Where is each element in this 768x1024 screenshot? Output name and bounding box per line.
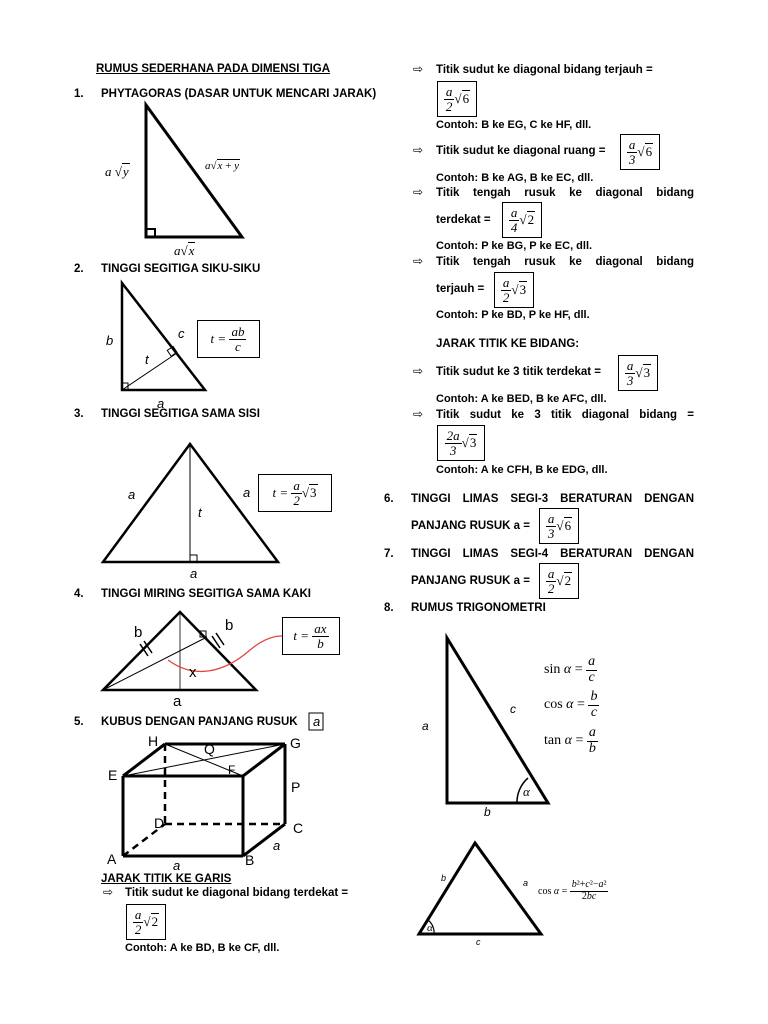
rusuk-label: a	[313, 714, 321, 729]
formula-d1: $\frac{a}{2}$ √2	[126, 904, 166, 940]
arrow-icon: ⇨	[413, 143, 424, 157]
cube-diagram	[123, 744, 285, 856]
edge-a-bottom: a	[173, 858, 181, 873]
heading-jarak-titik-ke-bidang: JARAK TITIK KE BIDANG:	[436, 338, 580, 350]
sin-formula: sin α = $\frac{a}{c}$	[544, 654, 596, 685]
vertex-G: G	[290, 735, 301, 751]
section-5-number: 5.	[74, 716, 84, 728]
formula-b2: $\frac{2a}{3}$ √3	[437, 425, 485, 461]
label-a-2: a	[157, 396, 165, 411]
item-3-text: Titik sudut ke diagonal ruang =	[436, 145, 606, 157]
arrow-icon: ⇨	[413, 407, 424, 421]
label-a: a	[105, 164, 112, 179]
section-4-title: TINGGI MIRING SEGITIGA SAMA KAKI	[101, 588, 311, 600]
pointer-curve	[168, 636, 282, 671]
label-a-hyp: a	[205, 160, 211, 172]
trig-label-b: b	[484, 805, 491, 819]
item-4-cont: terdekat =	[436, 214, 491, 226]
label-a-3l: a	[128, 487, 136, 502]
section-3-title: TINGGI SEGITIGA SAMA SISI	[101, 408, 260, 420]
bidang-item-2-text: Titik sudut ke 3 titik diagonal bidang =	[436, 409, 694, 421]
label-a-base: a	[174, 243, 181, 258]
formula-d4: $\frac{a}{4}$ √2	[502, 202, 542, 238]
section-6-title: TINGGI LIMAS SEGI-3 BERATURAN DENGAN	[411, 493, 694, 505]
section-5-title: KUBUS DENGAN PANJANG RUSUK	[101, 716, 298, 728]
item-5-example: Contoh: P ke BD, P ke HF, dll.	[436, 309, 590, 321]
label-y: y	[122, 164, 129, 179]
arrow-icon: ⇨	[103, 885, 114, 899]
trig-label-alpha: α	[523, 784, 530, 799]
arrow-icon: ⇨	[413, 62, 424, 76]
label-x-4: x	[189, 664, 197, 681]
trig-label-c: c	[510, 702, 516, 716]
trig-label-a: a	[422, 719, 429, 733]
item-3-example: Contoh: B ke AG, B ke EC, dll.	[436, 172, 594, 184]
edge-a-side: a	[273, 838, 281, 853]
section-1-number: 1.	[74, 88, 84, 100]
cosine-rule-formula: cos α = $\frac{\text{b²+c²−a²}}{2bc}$	[538, 879, 607, 902]
label-b-4l: b	[134, 624, 143, 641]
tan-formula: tan α = $\frac{a}{b}$	[544, 725, 596, 756]
item-4-example: Contoh: P ke BG, P ke EC, dll.	[436, 240, 593, 252]
vertex-E: E	[108, 767, 118, 783]
item-1-text: Titik sudut ke diagonal bidang terdekat =	[125, 887, 349, 899]
cos-formula: cos α = $\frac{b}{c}$	[544, 689, 598, 720]
cos-tri-alpha: α	[427, 922, 433, 934]
formula-box-3: t = $\frac{a}{2}$ √3	[258, 474, 332, 512]
section-3-number: 3.	[74, 408, 84, 420]
label-t-2: t	[145, 352, 149, 367]
label-t-3: t	[198, 505, 202, 520]
arrow-icon: ⇨	[413, 364, 424, 378]
cos-tri-label-a: a	[523, 878, 529, 888]
vertex-F: F	[228, 763, 236, 777]
section-6-number: 6.	[384, 493, 394, 505]
section-8-title: RUMUS TRIGONOMETRI	[411, 602, 546, 614]
bidang-item-2-example: Contoh: A ke CFH, B ke EDG, dll.	[436, 464, 608, 476]
label-b-4r: b	[225, 617, 234, 634]
section-7-title: TINGGI LIMAS SEGI-4 BERATURAN DENGAN	[411, 548, 694, 560]
section-8-number: 8.	[384, 602, 394, 614]
vertex-C: C	[293, 820, 304, 836]
formula-d5: $\frac{a}{2}$ √3	[494, 272, 534, 308]
formula-b1: $\frac{a}{3}$ √3	[618, 355, 658, 391]
item-2-text: Titik sudut ke diagonal bidang terjauh =	[436, 64, 653, 76]
vertex-A: A	[107, 851, 117, 867]
vertex-P: P	[291, 779, 301, 795]
label-x: x	[188, 243, 195, 258]
label-a-3b: a	[190, 566, 198, 581]
arrow-icon: ⇨	[413, 254, 424, 268]
arrow-icon: ⇨	[413, 185, 424, 199]
page-title: RUMUS SEDERHANA PADA DIMENSI TIGA	[96, 63, 331, 75]
height-line-t	[122, 353, 177, 390]
item-4-text: Titik tengah rusuk ke diagonal bidang	[436, 187, 694, 199]
section-1-title: PHYTAGORAS (DASAR UNTUK MENCARI JARAK)	[101, 88, 377, 100]
section-6-cont: PANJANG RUSUK a =	[411, 520, 530, 532]
section-7-number: 7.	[384, 548, 394, 560]
cosine-triangle	[419, 843, 541, 934]
vertex-Q: Q	[204, 741, 215, 757]
label-c-2: c	[178, 326, 185, 341]
formula-box-4: t = $\frac{ax}{b}$	[282, 617, 340, 655]
cos-tri-label-b: b	[441, 873, 447, 883]
section-2-number: 2.	[74, 263, 84, 275]
formula-l6: $\frac{a}{3}$ √6	[539, 508, 579, 544]
formula-d2: $\frac{a}{2}$ √6	[437, 81, 477, 117]
item-2-example: Contoh: B ke EG, C ke HF, dll.	[436, 119, 592, 131]
bidang-item-1-example: Contoh: A ke BED, B ke AFC, dll.	[436, 393, 607, 405]
label-a-4: a	[173, 693, 182, 710]
section-4-number: 4.	[74, 588, 84, 600]
section-2-title: TINGGI SEGITIGA SIKU-SIKU	[101, 263, 261, 275]
cos-tri-label-c: c	[476, 937, 481, 947]
trig-triangle	[447, 638, 548, 803]
vertex-B: B	[245, 852, 255, 868]
formula-d3: $\frac{a}{3}$ √6	[620, 134, 660, 170]
item-5-cont: terjauh =	[436, 283, 485, 295]
heading-jarak-titik-ke-garis: JARAK TITIK KE GARIS	[101, 873, 232, 885]
formula-l7: $\frac{a}{2}$ √2	[539, 563, 579, 599]
label-a-3r: a	[243, 485, 251, 500]
section-7-cont: PANJANG RUSUK a =	[411, 575, 530, 587]
right-triangle-2	[122, 283, 205, 390]
item-1-example: Contoh: A ke BD, B ke CF, dll.	[125, 942, 280, 954]
vertex-D: D	[154, 815, 165, 831]
vertex-H: H	[148, 733, 159, 749]
label-b-2: b	[106, 333, 114, 348]
item-5-text: Titik tengah rusuk ke diagonal bidang	[436, 256, 694, 268]
formula-box-2: t = $\frac{ab}{c}$	[197, 320, 260, 358]
bidang-item-1-text: Titik sudut ke 3 titik terdekat =	[436, 366, 601, 378]
